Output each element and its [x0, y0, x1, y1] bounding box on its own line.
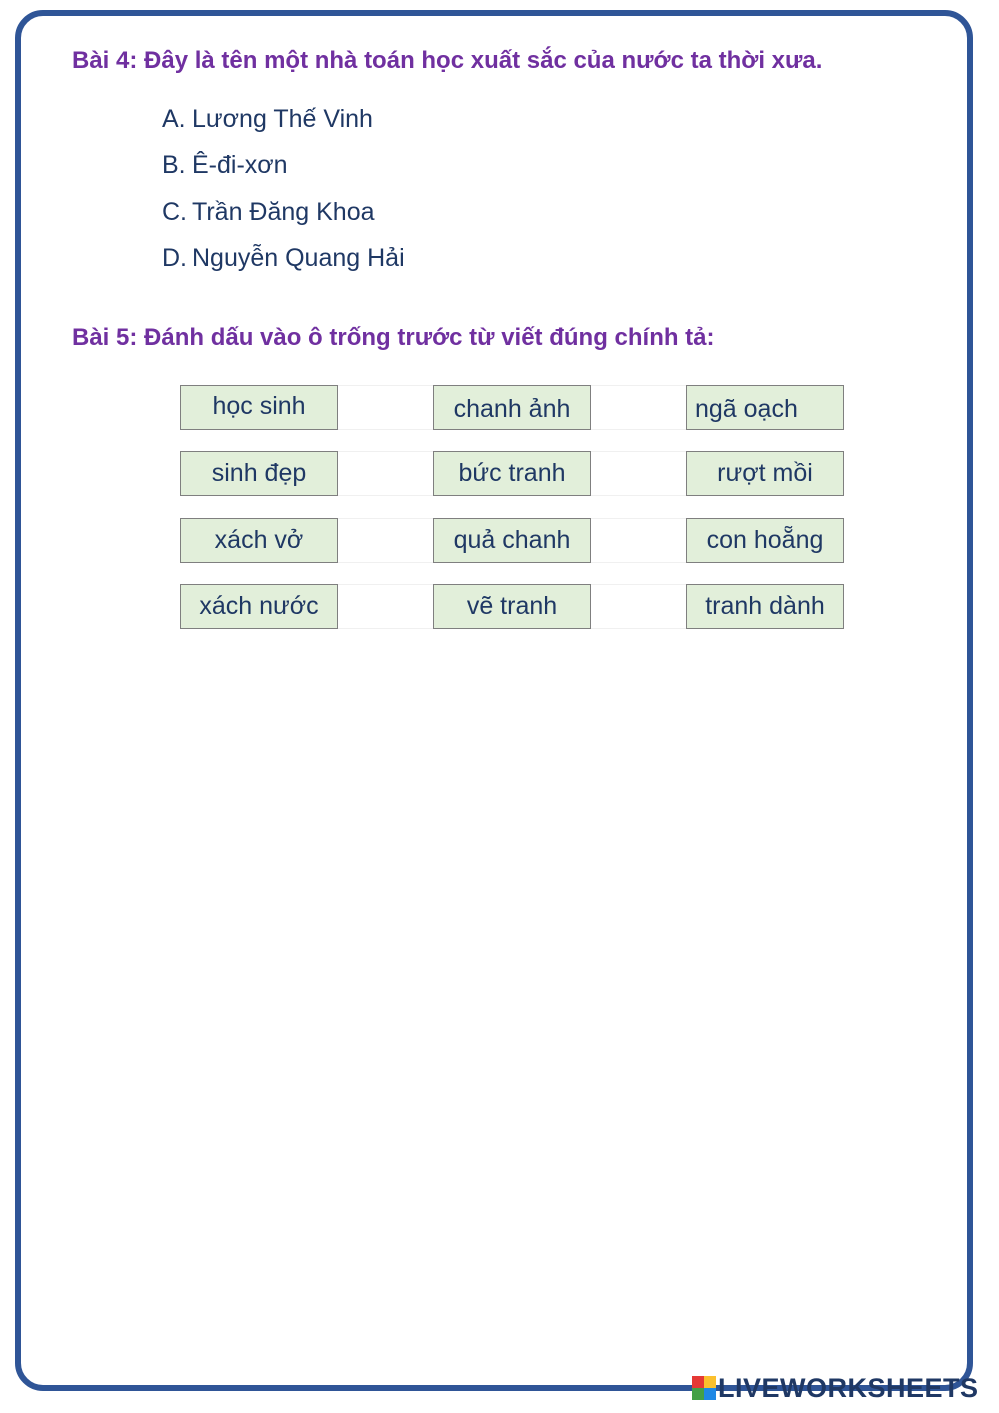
option-b[interactable] [162, 143, 405, 190]
logo-square-blue [704, 1388, 716, 1400]
word-box[interactable]: sinh đẹp [180, 451, 338, 496]
bai4-options [162, 96, 405, 282]
option-d[interactable] [162, 236, 405, 283]
word-row-4 [180, 584, 843, 629]
option-letter: D. [162, 244, 187, 273]
word-box[interactable]: xách nước [180, 584, 338, 629]
option-letter: C. [162, 197, 187, 226]
liveworksheets-logo-icon [692, 1376, 716, 1400]
word-box[interactable]: ngã oạch [686, 385, 844, 430]
word-box[interactable]: tranh dành [686, 584, 844, 629]
logo-text: LIVEWORKSHEETS [718, 1372, 979, 1403]
option-text: Ê-đi-xơn [192, 151, 288, 180]
word-box[interactable]: con hoẵng [686, 518, 844, 563]
word-grid [180, 385, 843, 630]
word-row-3 [180, 518, 843, 563]
bai4-heading: Bài 4: Đây là tên một nhà toán học xuất sắc của nước ta thời xưa. [72, 47, 823, 74]
option-letter: A. [162, 104, 186, 133]
word-row-1 [180, 385, 843, 430]
word-box[interactable]: xách vở [180, 518, 338, 563]
word-box[interactable]: rượt mồi [686, 451, 844, 496]
bai5-heading: Bài 5: Đánh dấu vào ô trống trước từ viết đúng chính tả: [72, 324, 715, 351]
option-text: Trần Đăng Khoa [192, 197, 375, 226]
logo-square-red [692, 1376, 704, 1388]
word-box[interactable]: bức tranh [433, 451, 591, 496]
option-text: Nguyễn Quang Hải [192, 244, 405, 273]
option-letter: B. [162, 151, 186, 180]
page-frame [15, 10, 973, 1391]
liveworksheets-logo[interactable] [692, 1374, 979, 1402]
word-box[interactable]: học sinh [180, 385, 338, 430]
word-box[interactable]: quả chanh [433, 518, 591, 563]
option-c[interactable] [162, 189, 405, 236]
word-row-2 [180, 451, 843, 496]
word-box[interactable]: chanh ảnh [433, 385, 591, 430]
logo-square-yellow [704, 1376, 716, 1388]
word-box[interactable]: vẽ tranh [433, 584, 591, 629]
logo-square-green [692, 1388, 704, 1400]
option-text: Lương Thế Vinh [192, 104, 373, 133]
option-a[interactable] [162, 96, 405, 143]
